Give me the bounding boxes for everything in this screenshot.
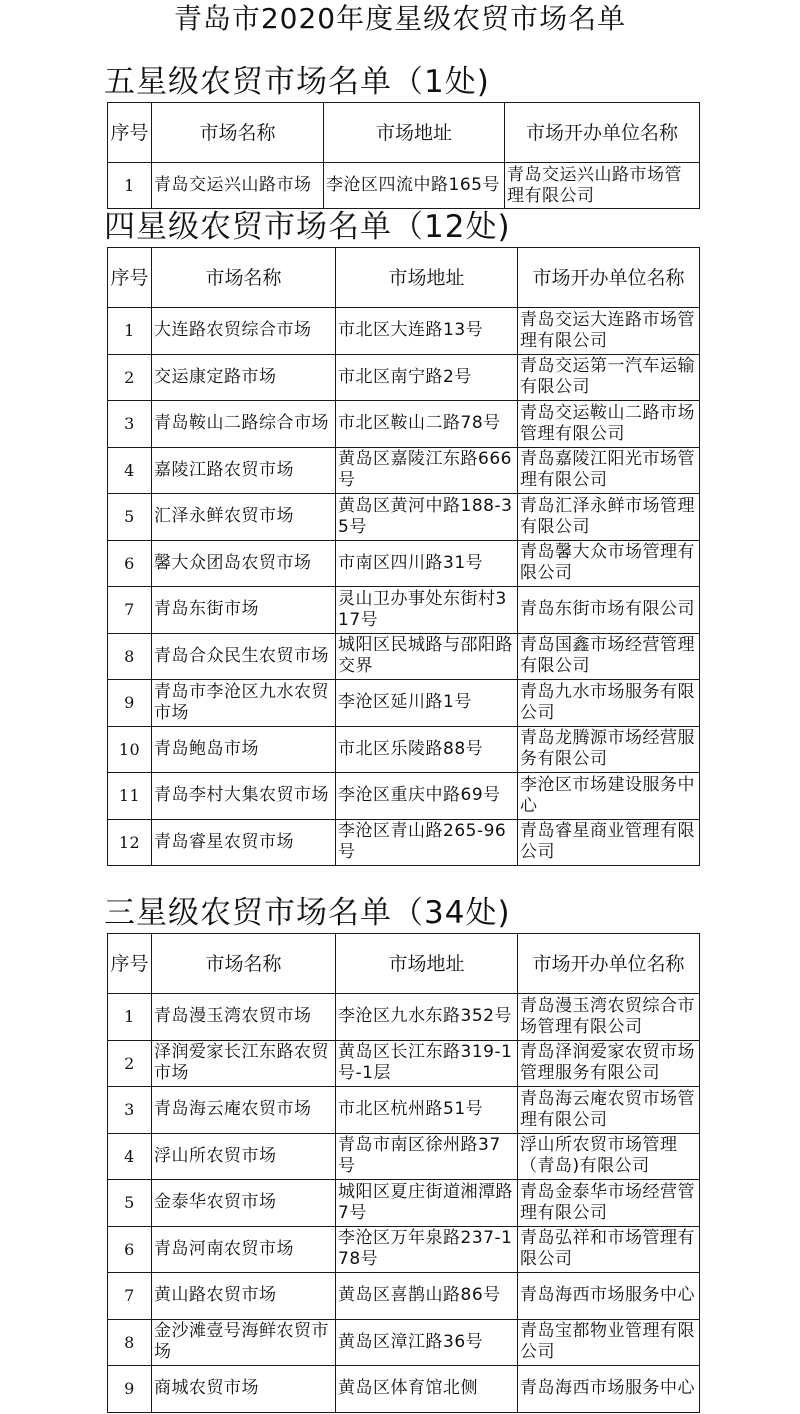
operator-cell: 青岛九水市场服务有限公司 xyxy=(518,680,700,727)
table-row xyxy=(108,1319,700,1366)
operator-cell: 浮山所农贸市场管理（青岛)有限公司 xyxy=(518,1133,700,1180)
operator-cell: 青岛弘祥和市场管理有限公司 xyxy=(518,1226,700,1273)
table-row xyxy=(108,401,700,448)
document-title: 青岛市2020年度星级农贸市场名单 xyxy=(173,2,627,35)
market-name-cell: 金沙滩壹号海鲜农贸市场 xyxy=(152,1319,336,1366)
header-seq: 序号 xyxy=(108,934,152,994)
header-operator: 市场开办单位名称 xyxy=(518,934,700,994)
header-seq: 序号 xyxy=(108,103,152,163)
market-address-cell: 灵山卫办事处东街村317号 xyxy=(336,587,518,634)
table-row xyxy=(108,1133,700,1180)
section-heading-three-star: 三星级农贸市场名单（34处) xyxy=(104,895,511,931)
row-seq-cell: 5 xyxy=(108,494,152,541)
market-name-cell: 黄山路农贸市场 xyxy=(152,1273,336,1320)
market-name-cell: 青岛市李沧区九水农贸市场 xyxy=(152,680,336,727)
five-star-market-table xyxy=(107,102,700,209)
market-address-cell: 李沧区四流中路165号 xyxy=(324,163,505,209)
operator-cell: 青岛东街市场有限公司 xyxy=(518,587,700,634)
market-name-cell: 青岛李村大集农贸市场 xyxy=(152,773,336,820)
header-seq: 序号 xyxy=(108,248,152,308)
operator-cell: 青岛嘉陵江阳光市场管理有限公司 xyxy=(518,447,700,494)
market-name-cell: 泽润爱家长江东路农贸市场 xyxy=(152,1040,336,1087)
row-seq-cell: 11 xyxy=(108,773,152,820)
four-star-market-table xyxy=(107,247,700,866)
market-name-cell: 嘉陵江路农贸市场 xyxy=(152,447,336,494)
market-address-cell: 城阳区夏庄街道湘潭路7号 xyxy=(336,1180,518,1227)
market-address-cell: 市北区大连路13号 xyxy=(336,308,518,355)
row-seq-cell: 1 xyxy=(108,308,152,355)
three-star-market-table xyxy=(107,933,700,1413)
market-name-cell: 青岛交运兴山路市场 xyxy=(152,163,324,209)
market-address-cell: 黄岛区喜鹊山路86号 xyxy=(336,1273,518,1320)
table-row xyxy=(108,1226,700,1273)
table-row xyxy=(108,726,700,773)
market-address-cell: 黄岛区黄河中路188-35号 xyxy=(336,494,518,541)
market-name-cell: 青岛东街市场 xyxy=(152,587,336,634)
market-name-cell: 汇泽永鲜农贸市场 xyxy=(152,494,336,541)
market-address-cell: 市北区鞍山二路78号 xyxy=(336,401,518,448)
row-seq-cell: 8 xyxy=(108,1319,152,1366)
market-address-cell: 黄岛区长江东路319-1号-1层 xyxy=(336,1040,518,1087)
market-name-cell: 青岛漫玉湾农贸市场 xyxy=(152,994,336,1041)
market-name-cell: 浮山所农贸市场 xyxy=(152,1133,336,1180)
row-seq-cell: 8 xyxy=(108,633,152,680)
row-seq-cell: 6 xyxy=(108,1226,152,1273)
row-seq-cell: 6 xyxy=(108,540,152,587)
market-address-cell: 李沧区九水东路352号 xyxy=(336,994,518,1041)
header-market-address: 市场地址 xyxy=(336,248,518,308)
market-address-cell: 市北区南宁路2号 xyxy=(336,354,518,401)
operator-cell: 青岛海西市场服务中心 xyxy=(518,1366,700,1413)
market-name-cell: 青岛合众民生农贸市场 xyxy=(152,633,336,680)
operator-cell: 青岛海西市场服务中心 xyxy=(518,1273,700,1320)
section-heading-five-star: 五星级农贸市场名单（1处) xyxy=(104,64,490,100)
market-name-cell: 馨大众团岛农贸市场 xyxy=(152,540,336,587)
table-row xyxy=(108,308,700,355)
operator-cell: 青岛交运兴山路市场管理有限公司 xyxy=(505,163,700,209)
row-seq-cell: 4 xyxy=(108,447,152,494)
market-name-cell: 金泰华农贸市场 xyxy=(152,1180,336,1227)
header-operator: 市场开办单位名称 xyxy=(518,248,700,308)
table-row xyxy=(108,354,700,401)
table-row xyxy=(108,1180,700,1227)
row-seq-cell: 3 xyxy=(108,1087,152,1134)
market-address-cell: 黄岛区漳江路36号 xyxy=(336,1319,518,1366)
header-market-name: 市场名称 xyxy=(152,248,336,308)
operator-cell: 青岛交运鞍山二路市场管理有限公司 xyxy=(518,401,700,448)
table-row xyxy=(108,447,700,494)
row-seq-cell: 7 xyxy=(108,587,152,634)
row-seq-cell: 9 xyxy=(108,680,152,727)
table-row xyxy=(108,680,700,727)
operator-cell: 李沧区市场建设服务中心 xyxy=(518,773,700,820)
row-seq-cell: 4 xyxy=(108,1133,152,1180)
row-seq-cell: 1 xyxy=(108,994,152,1041)
table-row xyxy=(108,587,700,634)
row-seq-cell: 2 xyxy=(108,354,152,401)
header-market-name: 市场名称 xyxy=(152,934,336,994)
operator-cell: 青岛龙腾源市场经营服务有限公司 xyxy=(518,726,700,773)
row-seq-cell: 3 xyxy=(108,401,152,448)
row-seq-cell: 5 xyxy=(108,1180,152,1227)
row-seq-cell: 1 xyxy=(108,163,152,209)
operator-cell: 青岛宝都物业管理有限公司 xyxy=(518,1319,700,1366)
table-row xyxy=(108,819,700,866)
market-name-cell: 青岛鲍岛市场 xyxy=(152,726,336,773)
market-address-cell: 李沧区延川路1号 xyxy=(336,680,518,727)
row-seq-cell: 2 xyxy=(108,1040,152,1087)
table-row xyxy=(108,1366,700,1413)
market-address-cell: 市北区乐陵路88号 xyxy=(336,726,518,773)
market-address-cell: 城阳区民城路与邵阳路交界 xyxy=(336,633,518,680)
header-operator: 市场开办单位名称 xyxy=(505,103,700,163)
table-header-row xyxy=(108,934,700,994)
market-address-cell: 黄岛区体育馆北侧 xyxy=(336,1366,518,1413)
header-market-address: 市场地址 xyxy=(336,934,518,994)
table-row xyxy=(108,994,700,1041)
table-row xyxy=(108,163,700,209)
market-name-cell: 青岛鞍山二路综合市场 xyxy=(152,401,336,448)
market-name-cell: 商城农贸市场 xyxy=(152,1366,336,1413)
market-address-cell: 市北区杭州路51号 xyxy=(336,1087,518,1134)
operator-cell: 青岛海云庵农贸市场管理有限公司 xyxy=(518,1087,700,1134)
table-row xyxy=(108,773,700,820)
operator-cell: 青岛国鑫市场经营管理有限公司 xyxy=(518,633,700,680)
operator-cell: 青岛交运大连路市场管理有限公司 xyxy=(518,308,700,355)
market-name-cell: 青岛海云庵农贸市场 xyxy=(152,1087,336,1134)
market-address-cell: 李沧区万年泉路237-178号 xyxy=(336,1226,518,1273)
table-row xyxy=(108,1087,700,1134)
market-name-cell: 大连路农贸综合市场 xyxy=(152,308,336,355)
table-row xyxy=(108,494,700,541)
operator-cell: 青岛睿星商业管理有限公司 xyxy=(518,819,700,866)
operator-cell: 青岛汇泽永鲜市场管理有限公司 xyxy=(518,494,700,541)
table-row xyxy=(108,1040,700,1087)
market-address-cell: 李沧区重庆中路69号 xyxy=(336,773,518,820)
operator-cell: 青岛漫玉湾农贸综合市场管理有限公司 xyxy=(518,994,700,1041)
market-name-cell: 青岛睿星农贸市场 xyxy=(152,819,336,866)
table-header-row xyxy=(108,103,700,163)
operator-cell: 青岛金泰华市场经营管理有限公司 xyxy=(518,1180,700,1227)
market-name-cell: 青岛河南农贸市场 xyxy=(152,1226,336,1273)
table-row xyxy=(108,1273,700,1320)
market-name-cell: 交运康定路市场 xyxy=(152,354,336,401)
operator-cell: 青岛交运第一汽车运输有限公司 xyxy=(518,354,700,401)
operator-cell: 青岛泽润爱家农贸市场管理服务有限公司 xyxy=(518,1040,700,1087)
row-seq-cell: 12 xyxy=(108,819,152,866)
header-market-name: 市场名称 xyxy=(152,103,324,163)
table-row xyxy=(108,633,700,680)
row-seq-cell: 10 xyxy=(108,726,152,773)
market-address-cell: 黄岛区嘉陵江东路666号 xyxy=(336,447,518,494)
section-heading-four-star: 四星级农贸市场名单（12处) xyxy=(104,209,511,245)
row-seq-cell: 7 xyxy=(108,1273,152,1320)
row-seq-cell: 9 xyxy=(108,1366,152,1413)
operator-cell: 青岛馨大众市场管理有限公司 xyxy=(518,540,700,587)
table-header-row xyxy=(108,248,700,308)
table-row xyxy=(108,540,700,587)
market-address-cell: 市南区四川路31号 xyxy=(336,540,518,587)
market-address-cell: 李沧区青山路265-96号 xyxy=(336,819,518,866)
market-address-cell: 青岛市南区徐州路37号 xyxy=(336,1133,518,1180)
header-market-address: 市场地址 xyxy=(324,103,505,163)
